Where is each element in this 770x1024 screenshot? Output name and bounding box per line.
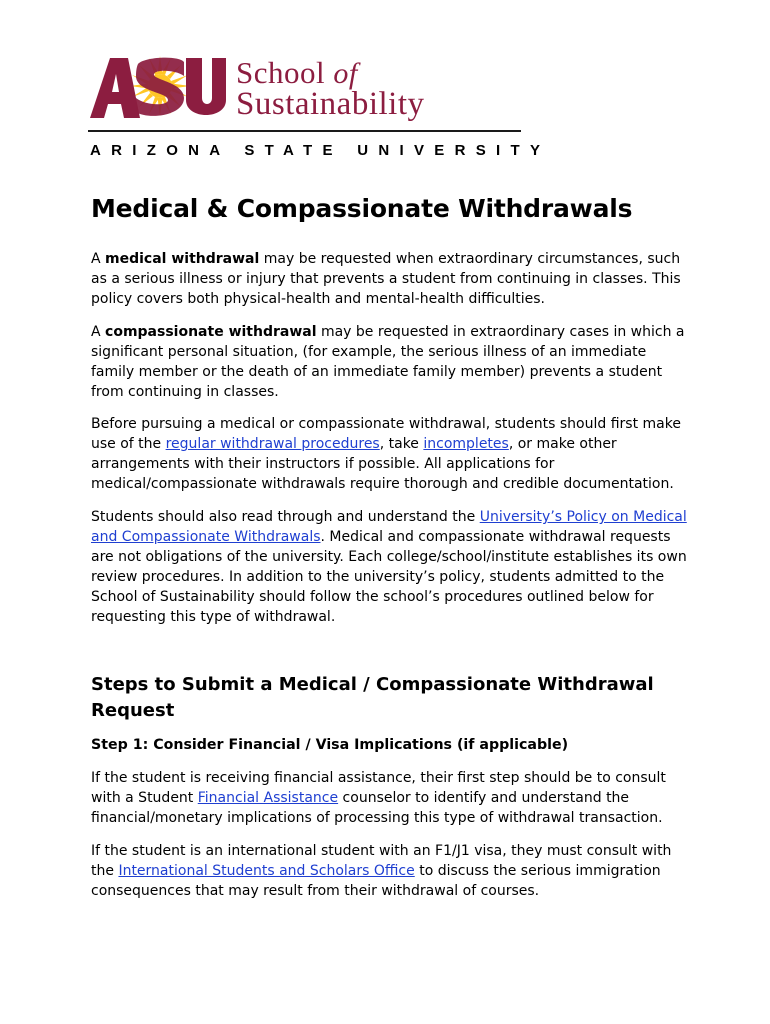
text-span: may be requested when extraordinary circumstances, such as a serious illness or injury that prevents a student from continuing in classes. This policy covers both physical-health and mental-health difficulties. xyxy=(91,251,681,307)
logo-divider xyxy=(88,130,521,132)
text-span: , or make other arrangements with their instructors if possible. All applications for medical/compassionate withdrawals require thorough and credible documentation. xyxy=(91,436,674,492)
text-span: A xyxy=(91,324,106,340)
of-word: of xyxy=(333,57,358,90)
text-span: counselor to identify and understand the financial/monetary implications of processing this type of withdrawal transaction. xyxy=(91,790,663,826)
international-students-link[interactable]: International Students and Scholars Office xyxy=(118,863,415,879)
medical-withdrawal-paragraph xyxy=(91,249,691,309)
bold-term: medical withdrawal xyxy=(105,251,260,267)
asu-sunburst-logo xyxy=(88,54,228,120)
incompletes-link[interactable]: incompletes xyxy=(423,436,509,452)
text-span: to discuss the serious immigration consequences that may result from their withdrawal of courses. xyxy=(91,863,661,899)
text-span: . Medical and compassionate withdrawal requests are not obligations of the university. Each college/school/institute establishes its own review procedures. In addition to the university’s policy, students admitted to the School of Sustainability should follow the school’s procedures outlined below for requesting this type of withdrawal. xyxy=(91,529,687,625)
international-students-paragraph xyxy=(91,841,691,901)
university-policy-link[interactable]: University’s Policy on Medical and Compassionate Withdrawals xyxy=(91,509,687,545)
school-word: School xyxy=(236,55,326,90)
compassionate-withdrawal-paragraph xyxy=(91,322,691,402)
asu-school-logo xyxy=(88,54,551,164)
page-title: Medical & Compassionate Withdrawals xyxy=(91,194,633,223)
university-policy-paragraph xyxy=(91,507,691,627)
financial-assistance-link[interactable]: Financial Assistance xyxy=(197,790,339,806)
text-span: If the student is an international student with an F1/J1 visa, they must consult with the xyxy=(91,843,672,879)
before-pursuing-paragraph xyxy=(91,414,691,494)
text-span: If the student is receiving financial assistance, their first step should be to consult with a Student xyxy=(91,770,666,806)
text-span: may be requested in extraordinary cases in which a significant personal situation, (for example, the serious illness of an immediate family member or the death of an immediate family member) prevents a student from continuing in classes. xyxy=(91,324,685,400)
sustainability-word: Sustainability xyxy=(236,86,425,122)
text-span: , take xyxy=(379,436,424,452)
text-span: Before pursuing a medical or compassionate withdrawal, students should first make use of the xyxy=(91,416,681,452)
text-span: A xyxy=(91,251,106,267)
school-name-line2 xyxy=(236,86,425,122)
university-name: ARIZONA STATE UNIVERSITY xyxy=(90,142,551,159)
bold-term: compassionate withdrawal xyxy=(105,324,317,340)
text-span: Students should also read through and understand the xyxy=(91,509,480,525)
financial-assistance-paragraph xyxy=(91,768,691,828)
regular-withdrawal-link[interactable]: regular withdrawal procedures xyxy=(165,436,380,452)
steps-heading: Steps to Submit a Medical / Compassionate Withdrawal Request xyxy=(91,674,654,721)
step1-heading: Step 1: Consider Financial / Visa Implications (if applicable) xyxy=(91,737,569,753)
